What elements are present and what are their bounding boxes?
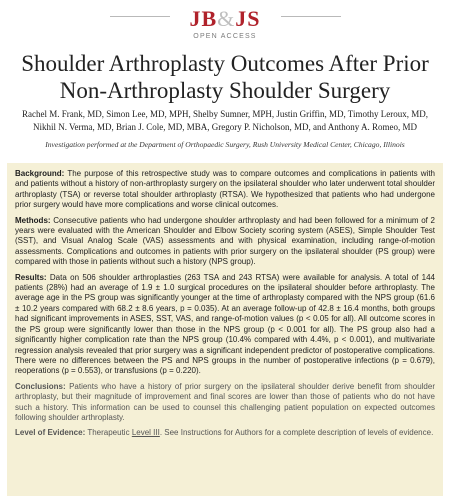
abstract-background: [15, 169, 435, 211]
author-list: [20, 108, 430, 134]
article-title: [10, 50, 440, 104]
title-line-2: Non-Arthroplasty Shoulder Surgery: [59, 78, 391, 103]
journal-wordmark: JB&JS: [189, 6, 261, 31]
conclusions-label: Conclusions:: [15, 381, 66, 391]
authors-line-2: Nikhil N. Verma, MD, Brian J. Cole, MD, MBA, Gregory P. Nicholson, MD, and Anthony A. Romeo, MD: [32, 122, 418, 132]
background-label: Background:: [15, 169, 65, 178]
level-suffix: . See Instructions for Authors for a complete description of levels of evidence.: [159, 428, 434, 438]
title-line-1: Shoulder Arthroplasty Outcomes After Prior: [21, 51, 429, 76]
abstract-results: [15, 273, 435, 377]
abstract-methods: [15, 216, 435, 268]
level-label: Level of Evidence:: [15, 428, 86, 438]
authors-line-1: Rachel M. Frank, MD, Simon Lee, MD, MPH, Shelby Sumner, MPH, Justin Griffin, MD, Timothy Leroux, MD,: [22, 109, 428, 119]
institution-note: Investigation performed at the Department of Orthopaedic Surgery, Rush University Medical Center, Chicago, Illinois: [45, 140, 405, 149]
methods-label: Methods:: [15, 215, 51, 225]
level-of-evidence-link[interactable]: Level III: [131, 428, 160, 438]
open-access-tagline: OPEN ACCESS: [193, 33, 257, 40]
logo-rule-left: [110, 16, 170, 17]
background-text: The purpose of this retrospective study was to compare outcomes and complications in patients with and patients without a history of non-arthroplasty surgery on the ipsilateral shoulder who later underwent total shoulder arthroplasty (TSA) or reverse total shoulder arthroplasty (RTSA). We hypothesized that patients who had undergone prior surgery would have more complications and worse clinical outcomes.: [15, 169, 436, 210]
logo-ampersand: &: [217, 6, 236, 31]
level-prefix: Therapeutic: [87, 428, 130, 438]
abstract-level-of-evidence: [15, 428, 435, 438]
results-text: Data on 506 shoulder arthroplasties (263 TSA and 243 RTSA) were available for analysis. A total of 144 patients (28%) had an average of 1.9 ± 1.0 surgical procedures on the ipsilateral shoulder before arthroplasty. The average age in the PS group was significantly younger at the time of arthroplasty compared with the NPS group (61.6 ± 10.2 years compared with 68.2 ± 8.6 years, p = 0.035). At an average follow-up of 42.8 ± 16.4 months, both groups had significant improvements in ASES, SST, VAS, and range-of-motion values (p < 0.05 for all). All outcome scores in the PS group were significantly lower than those in the NPS group (p < 0.001 for all). The PS group also had a significantly higher complication rate than the NPS group (10.4% compared with 4.4%, p < 0.001), and multivariate regression analysis revealed that prior surgery was a significant independent predictor of postoperative complications. There were no differences between the PS and NPS groups in the number of postoperative infections (p = 0.679), reoperations (p = 0.553), or transfusions (p = 0.220).: [15, 272, 435, 376]
results-label: Results:: [15, 272, 47, 282]
methods-text: Consecutive patients who had undergone shoulder arthroplasty and had been followed for a minimum of 2 years were evaluated with the American Shoulder and Elbow Society scoring system (ASES), Simple Shoulder Test (SST), and Visual Analog Scale (VAS) assessments and with physical examination, including range-of-motion assessments. Complications and outcomes in patients with prior surgery on the ipsilateral shoulder (PS group) were compared with those in patients without such a history (NPS group).: [15, 215, 435, 267]
journal-logo: [0, 6, 450, 40]
abstract-conclusions: [15, 382, 435, 424]
conclusions-text: Patients who have a history of prior surgery on the ipsilateral shoulder derive benefit from shoulder arthroplasty, but their magnitude of improvement and final scores are lower than those of patients who do not have such a history. This information can be used to counsel this challenging patient population on expected outcomes following shoulder arthroplasty.: [15, 381, 435, 422]
logo-rule-right: [281, 16, 341, 17]
abstract-box: [7, 163, 443, 496]
